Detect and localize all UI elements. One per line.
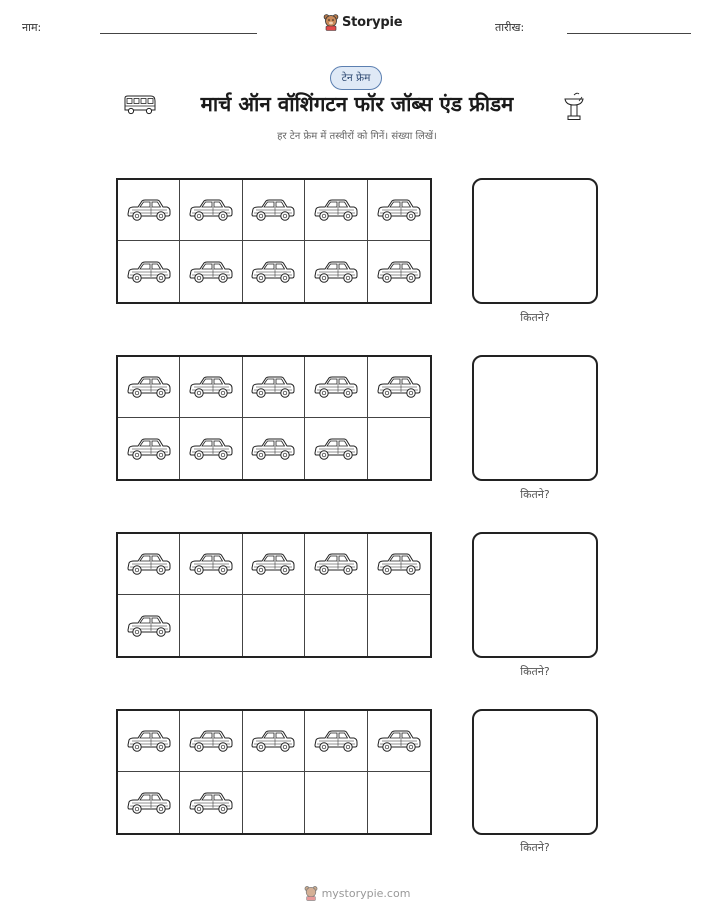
frame-cell-filled (118, 241, 180, 302)
frame-cell-empty (305, 595, 367, 656)
frame-cell-empty (368, 418, 430, 479)
car-icon (188, 728, 234, 754)
car-icon (313, 728, 359, 754)
car-icon (313, 374, 359, 400)
car-icon (188, 436, 234, 462)
page-title: मार्च ऑन वॉशिंगटन फॉर जॉब्स एंड फ्रीडम (200, 92, 514, 116)
car-icon (250, 728, 296, 754)
frame-cell-filled (243, 711, 305, 772)
name-label: नाम: (22, 21, 42, 34)
car-icon (126, 551, 172, 577)
bus-icon (123, 95, 157, 115)
ten-frame (116, 178, 432, 304)
car-icon (188, 551, 234, 577)
answer-label: कितने? (520, 841, 550, 854)
frame-cell-filled (180, 534, 242, 595)
car-icon (188, 790, 234, 816)
car-icon (313, 551, 359, 577)
frame-cell-filled (180, 241, 242, 302)
frame-cell-filled (118, 357, 180, 418)
car-icon (126, 790, 172, 816)
footer (0, 885, 714, 901)
name-field[interactable] (100, 33, 257, 34)
answer-box[interactable] (472, 178, 598, 304)
footer-url[interactable]: mystorypie.com (321, 886, 411, 900)
car-icon (250, 374, 296, 400)
answer-box[interactable] (472, 355, 598, 481)
frame-cell-filled (368, 180, 430, 241)
car-icon (376, 728, 422, 754)
car-icon (313, 436, 359, 462)
ten-frame (116, 355, 432, 481)
frame-cell-filled (243, 418, 305, 479)
frame-cell-empty (180, 595, 242, 656)
car-icon (250, 436, 296, 462)
frame-cell-filled (118, 418, 180, 479)
frame-cell-filled (180, 711, 242, 772)
car-icon (126, 613, 172, 639)
car-icon (250, 197, 296, 223)
water-fountain-icon (563, 91, 585, 121)
frame-cell-empty (243, 772, 305, 833)
frame-cell-empty (305, 772, 367, 833)
frame-cell-filled (180, 357, 242, 418)
frame-cell-filled (305, 180, 367, 241)
frame-cell-filled (368, 711, 430, 772)
answer-box[interactable] (472, 532, 598, 658)
date-label: तारीख: (495, 21, 525, 34)
ten-frame (116, 532, 432, 658)
car-icon (376, 259, 422, 285)
frame-cell-filled (118, 180, 180, 241)
car-icon (126, 197, 172, 223)
frame-cell-empty (368, 772, 430, 833)
frame-cell-filled (305, 241, 367, 302)
car-icon (376, 551, 422, 577)
frame-cell-filled (118, 711, 180, 772)
date-field[interactable] (567, 33, 691, 34)
car-icon (126, 436, 172, 462)
frame-cell-filled (118, 534, 180, 595)
car-icon (188, 259, 234, 285)
car-icon (250, 259, 296, 285)
frame-cell-filled (180, 418, 242, 479)
answer-label: कितने? (520, 665, 550, 678)
car-icon (126, 728, 172, 754)
car-icon (126, 259, 172, 285)
bear-icon (323, 13, 339, 31)
brand-logo (323, 13, 402, 31)
frame-cell-filled (305, 357, 367, 418)
frame-cell-filled (243, 241, 305, 302)
topic-badge: टेन फ्रेम (330, 66, 382, 90)
frame-cell-filled (180, 772, 242, 833)
car-icon (188, 374, 234, 400)
frame-cell-filled (243, 357, 305, 418)
frame-cell-empty (243, 595, 305, 656)
car-icon (376, 374, 422, 400)
car-icon (313, 197, 359, 223)
frame-cell-filled (368, 534, 430, 595)
answer-label: कितने? (520, 311, 550, 324)
car-icon (376, 197, 422, 223)
frame-cell-filled (305, 711, 367, 772)
answer-box[interactable] (472, 709, 598, 835)
car-icon (313, 259, 359, 285)
frame-cell-filled (305, 418, 367, 479)
frame-cell-filled (118, 595, 180, 656)
frame-cell-filled (118, 772, 180, 833)
car-icon (188, 197, 234, 223)
frame-cell-filled (368, 241, 430, 302)
car-icon (250, 551, 296, 577)
bear-icon (304, 885, 318, 901)
answer-label: कितने? (520, 488, 550, 501)
frame-cell-filled (243, 180, 305, 241)
brand-name: Storypie (342, 14, 403, 30)
frame-cell-filled (368, 357, 430, 418)
frame-cell-filled (305, 534, 367, 595)
ten-frame (116, 709, 432, 835)
frame-cell-filled (243, 534, 305, 595)
car-icon (126, 374, 172, 400)
instructions: हर टेन फ्रेम में तस्वीरों को गिनें। संख्या लिखें। (277, 131, 437, 142)
frame-cell-empty (368, 595, 430, 656)
frame-cell-filled (180, 180, 242, 241)
